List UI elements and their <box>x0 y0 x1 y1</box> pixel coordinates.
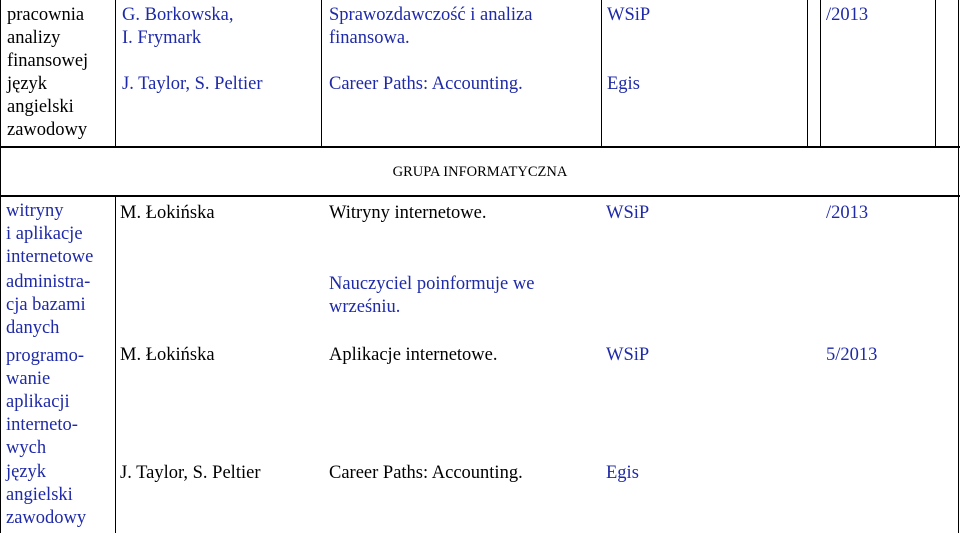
title-cell: Career Paths: Accounting. <box>329 463 523 483</box>
grid-line <box>958 0 959 533</box>
publisher-cell: WSiP <box>607 5 651 25</box>
group-heading: GRUPA INFORMATYCZNA <box>392 164 568 180</box>
publisher-cell: WSiP <box>606 345 650 365</box>
title-cell: Sprawozdawczość i analiza finansowa. <box>329 5 533 48</box>
subject-cell: programo- wanie aplikacji interneto- wych <box>6 346 85 458</box>
grid-line <box>0 0 1 533</box>
year-cell: /2013 <box>826 5 869 25</box>
grid-line <box>0 146 960 148</box>
title-cell: Aplikacje internetowe. <box>329 345 498 365</box>
subject-cell: witryny i aplikacje internetowe <box>6 201 94 267</box>
author-cell: M. Łokińska <box>120 203 215 223</box>
grid-line <box>321 0 322 146</box>
publisher-cell: Egis <box>606 463 639 483</box>
publisher-cell: Egis <box>607 74 640 94</box>
author-cell: M. Łokińska <box>120 345 215 365</box>
grid-line <box>935 0 936 146</box>
author-cell: J. Taylor, S. Peltier <box>120 463 261 483</box>
publisher-cell: WSiP <box>606 203 650 223</box>
year-cell: /2013 <box>826 203 869 223</box>
grid-line <box>601 0 602 146</box>
grid-line <box>0 195 960 197</box>
grid-line <box>807 0 808 146</box>
grid-line <box>115 0 116 146</box>
year-cell: 5/2013 <box>826 345 878 365</box>
subject-cell: administra- cja bazami danych <box>6 272 91 338</box>
title-cell: Nauczyciel poinformuje we wrześniu. <box>329 274 535 317</box>
subject-cell: język angielski zawodowy <box>7 74 88 140</box>
author-cell: G. Borkowska, I. Frymark <box>122 5 234 48</box>
subject-cell: pracownia analizy finansowej <box>7 5 89 71</box>
title-cell: Witryny internetowe. <box>329 203 487 223</box>
author-cell: J. Taylor, S. Peltier <box>122 74 263 94</box>
grid-line <box>115 196 116 533</box>
subject-cell: język angielski zawodowy <box>6 462 87 528</box>
title-cell: Career Paths: Accounting. <box>329 74 523 94</box>
grid-line <box>820 0 821 146</box>
